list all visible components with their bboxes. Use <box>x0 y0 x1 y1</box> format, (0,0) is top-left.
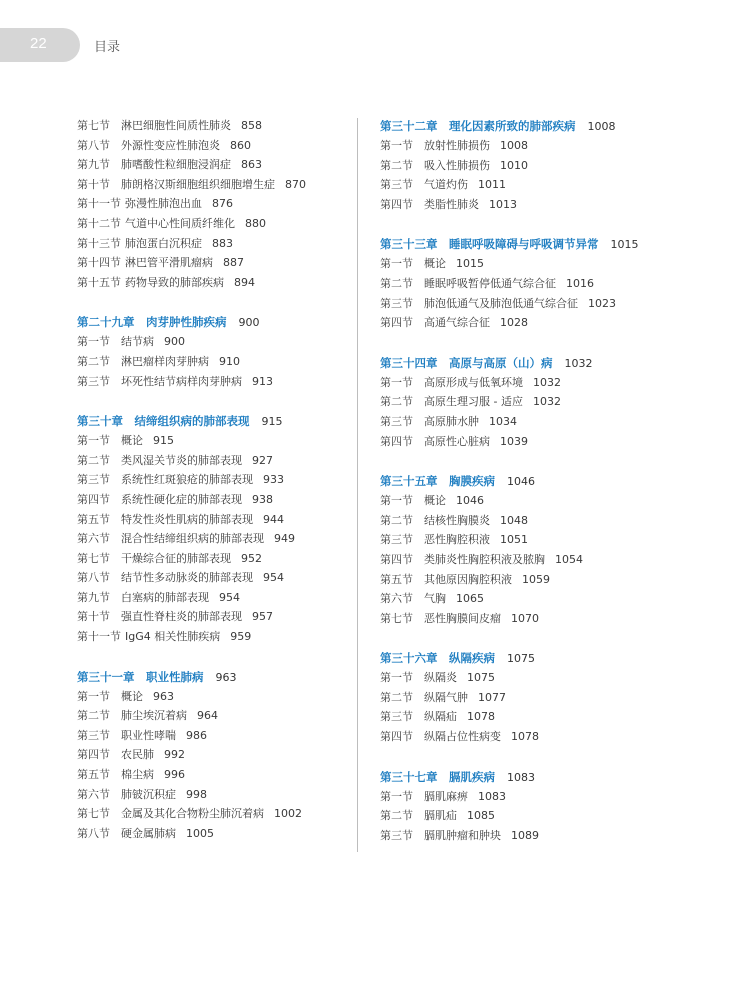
section-page-number: 1015 <box>456 257 484 271</box>
toc-entry[interactable] <box>77 136 352 156</box>
section-title: 特发性炎性肌病的肺部表现 <box>121 512 253 526</box>
section-title: 金属及其化合物粉尘肺沉着病 <box>121 807 264 821</box>
section-page-number: 1065 <box>456 592 484 606</box>
section-title: 肺泡蛋白沉积症 <box>125 236 202 250</box>
section-title: 强直性脊柱炎的肺部表现 <box>121 610 242 624</box>
chapter-page-number: 1046 <box>507 475 535 489</box>
section-number: 第六节 <box>380 592 413 606</box>
toc-entry[interactable] <box>380 787 655 807</box>
toc-entry[interactable] <box>77 824 352 844</box>
section-title: 弥漫性肺泡出血 <box>125 197 202 211</box>
section-number: 第十四节 <box>77 256 121 270</box>
section-number: 第四节 <box>77 492 110 506</box>
toc-entry[interactable] <box>77 175 352 195</box>
toc-entry[interactable] <box>77 765 352 785</box>
section-number: 第十五节 <box>77 275 121 289</box>
toc-entry[interactable] <box>77 372 352 392</box>
section-title: 淋巴瘤样肉芽肿病 <box>121 354 209 368</box>
section-title: 气道中心性间质纤维化 <box>125 216 235 230</box>
section-page-number: 959 <box>230 630 252 644</box>
section-number: 第七节 <box>380 611 413 625</box>
toc-entry[interactable] <box>77 529 352 549</box>
section-page-number: 1054 <box>555 552 583 566</box>
chapter-heading[interactable] <box>380 353 655 373</box>
section-number: 第三节 <box>380 296 413 310</box>
toc-entry[interactable] <box>380 668 655 688</box>
section-number: 第一节 <box>380 257 413 271</box>
chapter-heading[interactable] <box>380 234 655 254</box>
section-number: 第十一节 <box>77 197 121 211</box>
section-title: 高原形成与低氧环境 <box>424 375 523 389</box>
section-page-number: 913 <box>252 374 273 388</box>
section-title: 类肺炎性胸腔积液及脓胸 <box>424 552 545 566</box>
section-title: 膈肌肿瘤和肿块 <box>424 828 501 842</box>
toc-entry[interactable] <box>77 588 352 608</box>
section-title: 高原肺水肿 <box>424 414 479 428</box>
toc-entry[interactable] <box>77 116 352 136</box>
chapter-page-number: 900 <box>238 316 260 330</box>
section-number: 第九节 <box>77 158 110 172</box>
toc-chapter <box>380 116 655 214</box>
toc-entry[interactable] <box>77 568 352 588</box>
toc-entry[interactable] <box>77 785 352 805</box>
section-number: 第二节 <box>77 709 110 723</box>
toc-entry[interactable] <box>380 589 655 609</box>
section-title: 农民肺 <box>121 748 154 762</box>
toc-entry[interactable] <box>77 687 352 707</box>
section-title: 高通气综合征 <box>424 316 490 330</box>
section-number: 第三节 <box>380 710 413 724</box>
section-page-number: 1011 <box>478 178 506 192</box>
section-page-number: 1075 <box>467 671 495 685</box>
section-title: 高原性心脏病 <box>424 434 490 448</box>
section-number: 第九节 <box>77 590 110 604</box>
section-title: 类脂性肺炎 <box>424 197 479 211</box>
section-number: 第二节 <box>380 690 413 704</box>
toc-entry[interactable] <box>77 234 352 254</box>
section-number: 第五节 <box>380 572 413 586</box>
page-number: 22 <box>30 35 47 52</box>
section-title: 肺泡低通气及肺泡低通气综合征 <box>424 296 578 310</box>
section-page-number: 1083 <box>478 789 506 803</box>
toc-entry[interactable] <box>380 432 655 452</box>
column-divider <box>357 118 358 852</box>
section-number: 第一节 <box>380 789 413 803</box>
section-page-number: 1005 <box>186 826 214 840</box>
toc-entry[interactable] <box>77 510 352 530</box>
section-title: 其他原因胸腔积液 <box>424 572 512 586</box>
section-number: 第七节 <box>77 551 110 565</box>
chapter-title: 第三十四章 高原与高原（山）病 <box>380 355 553 370</box>
section-title: 肺铍沉积症 <box>121 787 176 801</box>
toc-entry[interactable] <box>77 431 352 451</box>
section-page-number: 900 <box>164 335 185 349</box>
section-title: 纵隔疝 <box>424 710 457 724</box>
section-title: 结节性多动脉炎的肺部表现 <box>121 571 253 585</box>
section-title: 肺朗格汉斯细胞组织细胞增生症 <box>121 177 275 191</box>
section-page-number: 992 <box>164 748 185 762</box>
chapter-title: 第三十三章 睡眠呼吸障碍与呼吸调节异常 <box>380 237 599 252</box>
chapter-page-number: 1083 <box>507 770 535 784</box>
section-title: 淋巴细胞性间质性肺炎 <box>121 119 231 132</box>
section-page-number: 1070 <box>511 611 539 625</box>
page-header-title: 目录 <box>94 40 121 55</box>
section-number: 第五节 <box>77 512 110 526</box>
section-page-number: 1034 <box>489 414 517 428</box>
section-number: 第三节 <box>77 473 110 487</box>
section-page-number: 1010 <box>500 158 528 172</box>
section-title: 睡眠呼吸暂停低通气综合征 <box>424 276 556 290</box>
section-page-number: 894 <box>234 275 255 289</box>
section-number: 第三节 <box>380 828 413 842</box>
toc-entry[interactable] <box>77 490 352 510</box>
section-page-number: 1077 <box>478 690 506 704</box>
section-title: 系统性红斑狼疮的肺部表现 <box>121 473 253 487</box>
section-page-number: 1059 <box>522 572 550 586</box>
section-page-number: 887 <box>223 256 244 270</box>
section-number: 第七节 <box>77 807 110 821</box>
section-title: 恶性胸腔积液 <box>424 533 490 547</box>
section-number: 第四节 <box>380 316 413 330</box>
toc-entry[interactable] <box>380 727 655 747</box>
toc-entry[interactable] <box>380 707 655 727</box>
toc-entry[interactable] <box>77 332 352 352</box>
section-number: 第一节 <box>380 375 413 389</box>
section-title: 药物导致的肺部疾病 <box>125 275 224 289</box>
section-number: 第二节 <box>77 453 110 467</box>
section-title: 淋巴管平滑肌瘤病 <box>125 256 213 270</box>
chapter-page-number: 915 <box>261 415 283 429</box>
toc-entry[interactable] <box>77 273 352 293</box>
section-number: 第二节 <box>380 395 413 409</box>
section-page-number: 858 <box>241 119 262 132</box>
section-title: 膈肌麻痹 <box>424 789 468 803</box>
section-page-number: 880 <box>245 216 266 230</box>
toc-entry[interactable] <box>380 136 655 156</box>
section-number: 第一节 <box>380 671 413 685</box>
section-page-number: 927 <box>252 453 273 467</box>
section-number: 第二节 <box>77 354 110 368</box>
section-number: 第三节 <box>77 728 110 742</box>
toc-entry[interactable] <box>380 570 655 590</box>
section-number: 第六节 <box>77 787 110 801</box>
section-page-number: 915 <box>153 434 174 448</box>
chapter-heading[interactable] <box>380 471 655 491</box>
section-number: 第十节 <box>77 610 110 624</box>
section-number: 第八节 <box>77 571 110 585</box>
section-page-number: 1023 <box>588 296 616 310</box>
section-number: 第八节 <box>77 826 110 840</box>
section-number: 第一节 <box>380 139 413 152</box>
chapter-title: 第三十一章 职业性肺病 <box>77 669 204 684</box>
section-page-number: 1032 <box>532 395 561 409</box>
section-page-number: 1002 <box>274 807 302 821</box>
section-title: 气胸 <box>424 592 446 606</box>
section-page-number: 954 <box>219 590 240 604</box>
section-page-number: 1046 <box>456 494 484 508</box>
section-number: 第七节 <box>77 119 110 132</box>
toc-entry[interactable] <box>380 373 655 393</box>
toc-chapter <box>380 471 655 628</box>
toc-entry[interactable] <box>77 194 352 214</box>
section-number: 第五节 <box>77 768 110 782</box>
section-title: 白塞病的肺部表现 <box>121 590 209 604</box>
section-title: 膈肌疝 <box>424 809 457 823</box>
toc-entry[interactable] <box>380 412 655 432</box>
section-number: 第四节 <box>380 552 413 566</box>
toc-entry[interactable] <box>380 826 655 846</box>
section-number: 第八节 <box>77 138 110 152</box>
section-title: 纵隔占位性病变 <box>424 730 501 744</box>
toc-chapter <box>380 234 655 332</box>
section-page-number: 1016 <box>566 276 594 290</box>
section-title: 结节病 <box>121 335 154 349</box>
section-number: 第十节 <box>77 177 110 191</box>
toc-entry[interactable] <box>77 745 352 765</box>
section-page-number: 952 <box>241 551 262 565</box>
section-page-number: 986 <box>186 728 207 742</box>
section-number: 第十一节 <box>77 630 121 644</box>
chapter-title: 第三十章 结缔组织病的肺部表现 <box>77 414 250 429</box>
section-page-number: 1078 <box>467 710 495 724</box>
section-number: 第四节 <box>77 748 110 762</box>
section-title: 概论 <box>121 689 143 703</box>
toc-entry[interactable] <box>77 726 352 746</box>
section-number: 第四节 <box>380 730 413 744</box>
toc-entry[interactable] <box>380 550 655 570</box>
toc-entry[interactable] <box>380 313 655 333</box>
section-page-number: 954 <box>263 571 284 585</box>
toc-entry[interactable] <box>77 352 352 372</box>
chapter-heading[interactable] <box>77 312 352 332</box>
toc-entry[interactable] <box>380 294 655 314</box>
toc-entry[interactable] <box>77 214 352 234</box>
section-page-number: 944 <box>263 512 284 526</box>
section-title: 类风湿关节炎的肺部表现 <box>121 453 242 467</box>
section-number: 第四节 <box>380 434 413 448</box>
section-number: 第三节 <box>77 374 110 388</box>
toc-entry[interactable] <box>77 627 352 647</box>
chapter-title: 第三十六章 纵隔疾病 <box>380 651 495 666</box>
section-page-number: 1039 <box>500 434 528 448</box>
chapter-page-number: 1075 <box>507 652 535 666</box>
toc-entry[interactable] <box>380 392 655 412</box>
section-page-number: 938 <box>252 492 273 506</box>
section-number: 第二节 <box>380 513 413 527</box>
section-title: 坏死性结节病样肉芽肿病 <box>121 374 242 388</box>
toc-entry[interactable] <box>77 470 352 490</box>
chapter-page-number: 1015 <box>610 238 639 252</box>
toc-entry[interactable] <box>380 511 655 531</box>
toc-entry[interactable] <box>77 607 352 627</box>
toc-entry[interactable] <box>380 274 655 294</box>
toc-right-column <box>380 116 655 865</box>
section-page-number: 870 <box>285 177 306 191</box>
section-page-number: 964 <box>197 709 218 723</box>
section-page-number: 883 <box>212 236 233 250</box>
section-page-number: 1089 <box>511 828 539 842</box>
section-number: 第三节 <box>380 533 413 547</box>
toc-left-column <box>77 116 352 863</box>
toc-entry[interactable] <box>77 804 352 824</box>
section-title: 肺嗜酸性粒细胞浸润症 <box>121 158 231 172</box>
toc-entry[interactable] <box>380 530 655 550</box>
section-page-number: 996 <box>164 768 185 782</box>
chapter-title: 第三十二章 理化因素所致的肺部疾病 <box>380 119 576 133</box>
section-number: 第二节 <box>380 158 413 172</box>
chapter-title: 第二十九章 肉芽肿性肺疾病 <box>77 315 227 330</box>
section-title: 高原生理习服 - 适应 <box>424 395 523 409</box>
section-page-number: 933 <box>263 473 284 487</box>
section-page-number: 1013 <box>489 197 517 211</box>
chapter-heading[interactable] <box>380 648 655 668</box>
section-number: 第一节 <box>77 434 110 448</box>
section-number: 第三节 <box>380 414 413 428</box>
toc-chapter <box>380 648 655 746</box>
section-page-number: 949 <box>274 532 295 546</box>
section-number: 第二节 <box>380 276 413 290</box>
toc-chapter <box>77 667 352 844</box>
section-title: 吸入性肺损伤 <box>424 158 490 172</box>
section-title: 混合性结缔组织病的肺部表现 <box>121 532 264 546</box>
section-title: 系统性硬化症的肺部表现 <box>121 492 242 506</box>
toc-entry[interactable] <box>77 549 352 569</box>
section-page-number: 1051 <box>500 533 528 547</box>
toc-chapter <box>77 312 352 391</box>
toc-entry[interactable] <box>380 609 655 629</box>
chapter-heading[interactable] <box>380 767 655 787</box>
chapter-heading[interactable] <box>380 116 655 136</box>
section-number: 第二节 <box>380 809 413 823</box>
toc-chapter <box>380 353 655 451</box>
section-number: 第一节 <box>77 689 110 703</box>
section-title: 放射性肺损伤 <box>424 139 490 152</box>
section-number: 第三节 <box>380 178 413 192</box>
section-title: 干燥综合征的肺部表现 <box>121 551 231 565</box>
section-page-number: 998 <box>186 787 207 801</box>
section-page-number: 876 <box>212 197 233 211</box>
toc-entry[interactable] <box>380 156 655 176</box>
section-number: 第一节 <box>77 335 110 349</box>
toc-entry[interactable] <box>77 155 352 175</box>
chapter-page-number: 1008 <box>587 120 616 133</box>
section-title: 纵隔炎 <box>424 671 457 685</box>
chapter-heading[interactable] <box>77 667 352 687</box>
toc-entry[interactable] <box>380 195 655 215</box>
section-page-number: 860 <box>230 138 251 152</box>
section-title: 纵隔气肿 <box>424 690 468 704</box>
section-page-number: 963 <box>153 689 174 703</box>
section-title: 职业性哮喘 <box>121 728 176 742</box>
chapter-heading[interactable] <box>77 411 352 431</box>
toc-entry[interactable] <box>380 254 655 274</box>
section-title: 概论 <box>424 257 446 271</box>
section-title: 肺尘埃沉着病 <box>121 709 187 723</box>
section-number: 第六节 <box>77 532 110 546</box>
section-page-number: 1032 <box>533 375 561 389</box>
chapter-page-number: 1032 <box>564 356 593 370</box>
section-page-number: 1028 <box>500 316 528 330</box>
section-number: 第十二节 <box>77 216 121 230</box>
section-page-number: 1048 <box>500 513 528 527</box>
toc-chapter <box>77 411 352 647</box>
section-number: 第四节 <box>380 197 413 211</box>
section-title: 结核性胸膜炎 <box>424 513 490 527</box>
toc-chapter <box>77 116 352 292</box>
chapter-title: 第三十五章 胸膜疾病 <box>380 474 495 489</box>
section-title: 概论 <box>424 494 446 508</box>
section-page-number: 1085 <box>467 809 495 823</box>
section-title: 恶性胸膜间皮瘤 <box>424 611 501 625</box>
section-title: 外源性变应性肺泡炎 <box>121 138 220 152</box>
chapter-page-number: 963 <box>215 670 237 684</box>
section-title: 概论 <box>121 434 143 448</box>
toc-entry[interactable] <box>77 451 352 471</box>
section-page-number: 1008 <box>500 139 528 152</box>
section-page-number: 957 <box>252 610 273 624</box>
section-page-number: 1078 <box>511 730 539 744</box>
toc-entry[interactable] <box>77 253 352 273</box>
toc-entry[interactable] <box>380 688 655 708</box>
section-title: 气道灼伤 <box>424 178 468 192</box>
chapter-title: 第三十七章 膈肌疾病 <box>380 769 495 784</box>
toc-entry[interactable] <box>380 806 655 826</box>
section-page-number: 863 <box>241 158 262 172</box>
section-title: IgG4 相关性肺疾病 <box>125 630 221 644</box>
section-title: 棉尘病 <box>121 768 154 782</box>
section-number: 第一节 <box>380 494 413 508</box>
toc-entry[interactable] <box>77 706 352 726</box>
toc-chapter <box>380 767 655 846</box>
toc-entry[interactable] <box>380 175 655 195</box>
section-title: 硬金属肺病 <box>121 826 176 840</box>
toc-entry[interactable] <box>380 491 655 511</box>
section-page-number: 910 <box>219 354 240 368</box>
section-number: 第十三节 <box>77 236 121 250</box>
